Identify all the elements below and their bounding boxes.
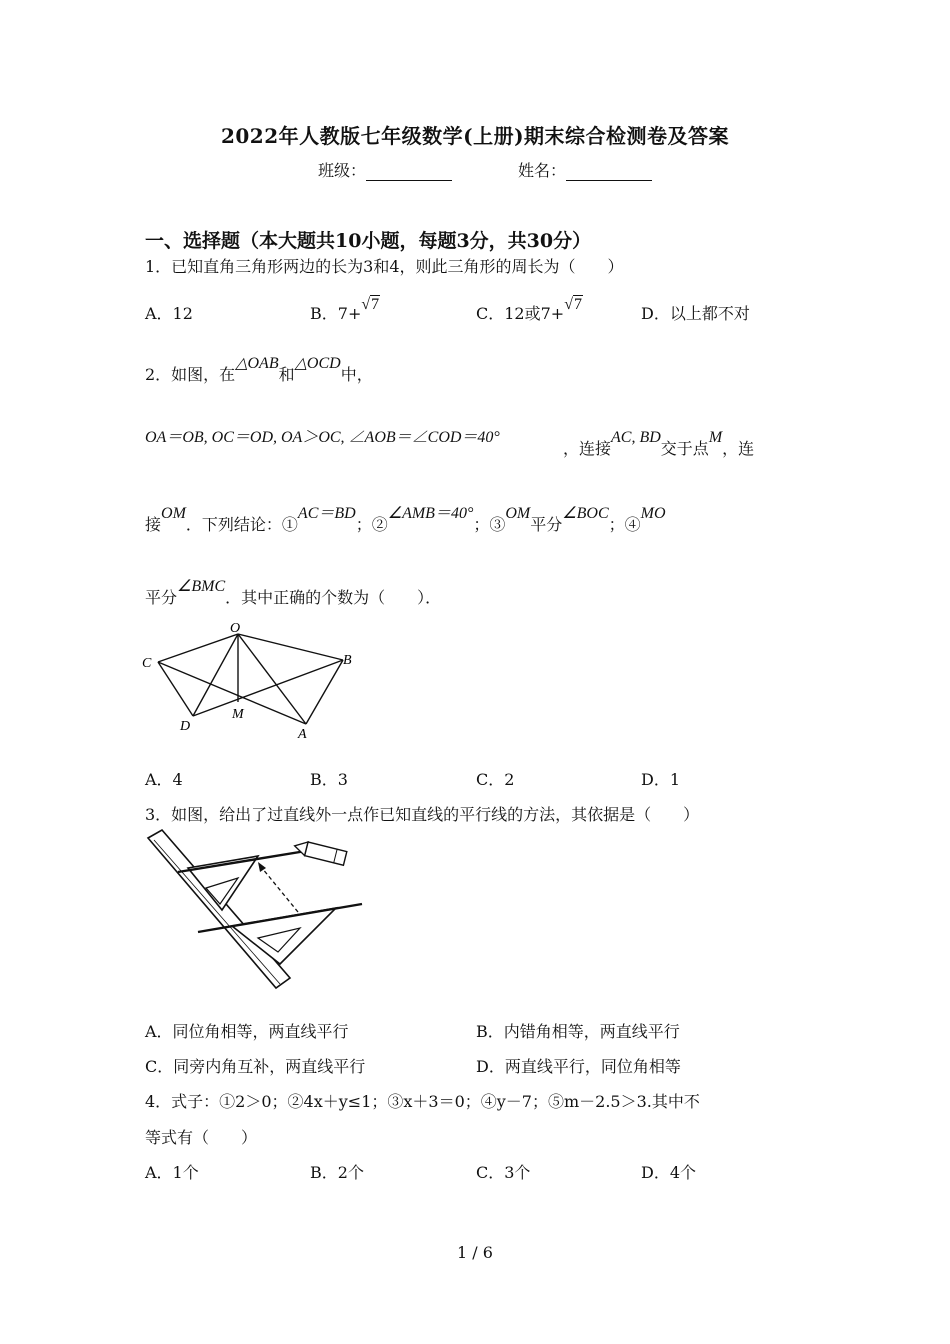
class-blank: [366, 162, 452, 181]
q1-option-a: A．12: [145, 304, 193, 323]
q4-option-b: B．2个: [310, 1163, 364, 1182]
question-2-line-3: 接OM．下列结论：①AC＝BD；②∠AMB＝40°；③OM平分∠BOC；④MO: [145, 505, 666, 534]
q1-option-b: B．7+√7: [310, 296, 380, 323]
conclusion-1: AC＝BD: [297, 505, 356, 522]
label-a: A: [298, 727, 307, 742]
name-label: 姓名：: [518, 161, 567, 180]
question-1-text: 1．已知直角三角形两边的长为3和4，则此三角形的周长为（ ）: [145, 257, 624, 276]
label-o: O: [230, 622, 241, 636]
q3-option-b: B．内错角相等，两直线平行: [476, 1022, 680, 1041]
q3-ruler-setsquare-figure: [140, 828, 370, 998]
label-m: M: [232, 707, 244, 722]
page-number: 1 / 6: [457, 1243, 493, 1262]
q2-option-d: D．1: [641, 770, 681, 789]
q2-geometry-figure: [138, 622, 368, 744]
q2-option-a: A．4: [145, 770, 183, 789]
q4-option-c: C．3个: [476, 1163, 531, 1182]
question-2-line-2: [145, 424, 500, 447]
question-2-line-1: 2．如图，在△OAB和△OCD中，: [145, 355, 373, 384]
label-d: D: [180, 719, 191, 734]
class-field: [318, 158, 452, 181]
q4-option-d: D．4个: [641, 1163, 697, 1182]
section-heading: 一、选择题（本大题共10小题，每题3分，共30分）: [145, 230, 592, 252]
document-title: 2022年人教版七年级数学(上册)期末综合检测卷及答案: [220, 124, 730, 148]
question-3-text: 3．如图，给出了过直线外一点作已知直线的平行线的方法，其依据是（ ）: [145, 805, 700, 824]
question-4-line-1: 4．式子：①2＞0；②4x＋y≤1；③x＋3＝0；④y－7；⑤m－2.5＞3.其中不: [145, 1092, 700, 1111]
question-2-line-4: 平分∠BMC．其中正确的个数为（ ）．: [145, 578, 442, 607]
sqrt-symbol: √7: [361, 296, 380, 313]
q3-option-d: D．两直线平行，同位角相等: [476, 1057, 681, 1076]
q2-option-c: C．2: [476, 770, 515, 789]
triangle-oab: △OAB: [235, 355, 279, 372]
q4-option-a: A．1个: [145, 1163, 199, 1182]
label-c: C: [142, 656, 152, 671]
q3-option-a: A．同位角相等，两直线平行: [145, 1022, 349, 1041]
question-2-line-2b: ，连接AC, BD交于点M，连: [563, 429, 755, 458]
name-field: [518, 158, 652, 181]
label-b: B: [343, 653, 352, 668]
q3-option-c: C．同旁内角互补，两直线平行: [145, 1057, 366, 1076]
q1-option-c: C．12或7+√7: [476, 296, 582, 323]
sqrt-symbol: √7: [564, 296, 582, 313]
conditions: OA＝OB, OC＝OD, OA＞OC, ∠AOB＝∠COD＝40°: [145, 429, 500, 446]
name-blank: [566, 162, 652, 181]
q1-option-d: D．以上都不对: [641, 304, 750, 323]
question-4-line-2: 等式有（ ）: [145, 1128, 258, 1147]
conclusion-2: ∠AMB＝40°: [387, 505, 474, 522]
triangle-ocd: △OCD: [294, 355, 341, 372]
class-label: 班级：: [318, 161, 367, 180]
q2-option-b: B．3: [310, 770, 348, 789]
